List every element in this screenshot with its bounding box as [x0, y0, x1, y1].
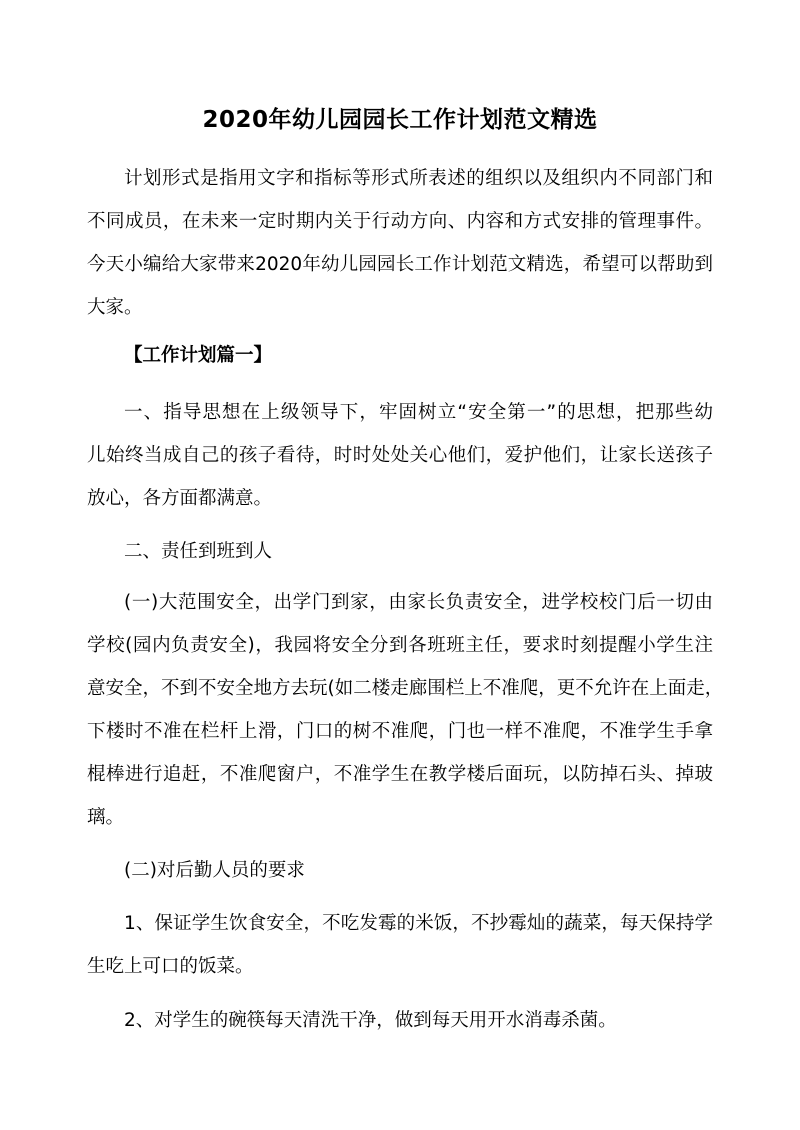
para1-line-2: 儿始终当成自己的孩子看待，时时处处关心他们，爱护他们，让家长送孩子	[87, 445, 713, 466]
para3-line-2: 生吃上可口的饭菜。	[87, 956, 254, 977]
para4-line-1: 2、对学生的碗筷每天清洗干净，做到每天用开水消毒杀菌。	[124, 1010, 617, 1031]
para2-line-5: 棍棒进行追赶，不准爬窗户，不准学生在教学楼后面玩，以防掉石头、掉玻	[87, 764, 713, 785]
section-heading: 【工作计划篇一】	[124, 345, 273, 366]
intro-line-2: 不同成员，在未来一定时期内关于行动方向、内容和方式安排的管理事件。	[87, 211, 713, 232]
para3-line-1: 1、保证学生饮食安全，不吃发霉的米饭，不抄霉灿的蔬菜，每天保持学	[124, 913, 713, 934]
intro-line-4: 大家。	[87, 297, 143, 318]
para2-line-4: 下楼时不准在栏杆上滑，门口的树不准爬，门也一样不准爬，不准学生手拿	[87, 721, 713, 742]
document-title: 2020年幼儿园园长工作计划范文精选	[202, 107, 598, 133]
intro-line-1: 计划形式是指用文字和指标等形式所表述的组织以及组织内不同部门和	[124, 168, 713, 189]
para1-line-3: 放心，各方面都满意。	[87, 488, 273, 509]
para1-line-1: 一、指导思想在上级领导下，牢固树立“安全第一”的思想，把那些幼	[124, 402, 713, 423]
intro-line-3: 今天小编给大家带来2020年幼儿园园长工作计划范文精选，希望可以帮助到	[87, 254, 713, 275]
heading-3: (二)对后勤人员的要求	[124, 860, 305, 881]
para2-line-2: 学校(园内负责安全)，我园将安全分到各班班主任，要求时刻提醒小学生注	[87, 635, 713, 656]
heading-2: 二、责任到班到人	[124, 541, 273, 562]
para2-line-6: 璃。	[87, 807, 125, 828]
para2-line-3: 意安全，不到不安全地方去玩(如二楼走廊围栏上不准爬，更不允许在上面走，	[87, 678, 724, 699]
para2-line-1: (一)大范围安全，出学门到家，由家长负责安全，进学校校门后一切由	[124, 592, 713, 613]
